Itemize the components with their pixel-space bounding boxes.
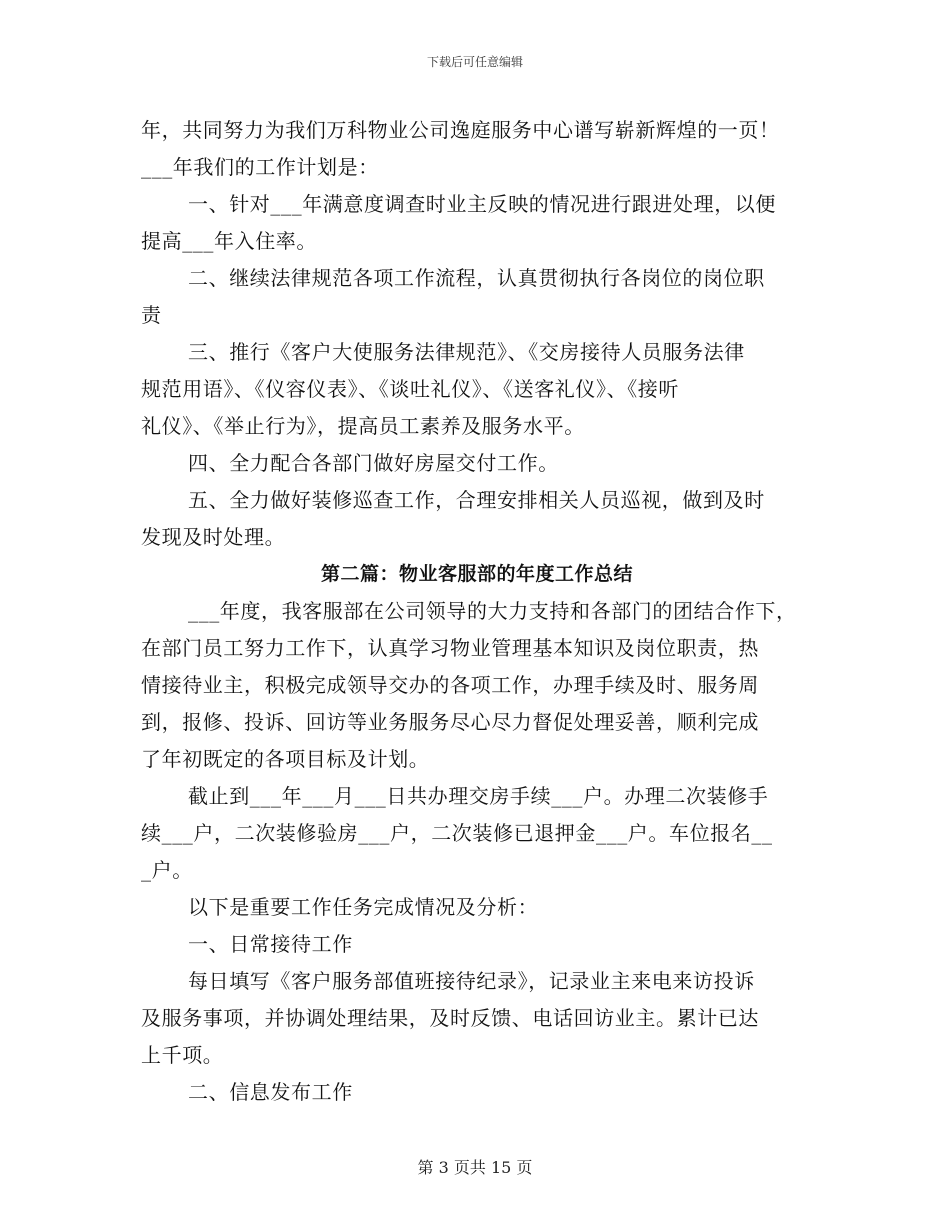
paragraph-line: 四、全力配合各部门做好房屋交付工作。: [188, 451, 559, 475]
paragraph-line: 一、日常接待工作: [188, 932, 353, 956]
paragraph-line: 五、全力做好装修巡查工作，合理安排相关人员巡视，做到及时: [188, 488, 765, 512]
paragraph-line: 年，共同努力为我们万科物业公司逸庭服务中心谱写崭新辉煌的一页！: [141, 118, 780, 142]
paragraph-line: 每日填写《客户服务部值班接待纪录》，记录业主来电来访投诉: [188, 969, 755, 993]
paragraph-line: 以下是重要工作任务完成情况及分析：: [188, 895, 539, 919]
paragraph-line: 续___户，二次装修验房___户，二次装修已退押金___户。车位报名__: [141, 821, 773, 845]
paragraph-line: _户。: [141, 858, 193, 882]
paragraph-line: 上千项。: [141, 1043, 224, 1067]
paragraph-line: 规范用语》、《仪容仪表》、《谈吐礼仪》、《送客礼仪》、《接听: [141, 377, 679, 401]
paragraph-line: ___年我们的工作计划是：: [141, 155, 379, 179]
paragraph-line: 了年初既定的各项目标及计划。: [141, 747, 430, 771]
paragraph-line: 及服务事项，并协调处理结果，及时反馈、电话回访业主。累计已达: [141, 1006, 759, 1030]
paragraph-line: ___年度，我客服部在公司领导的大力支持和各部门的团结合作下，: [188, 599, 797, 623]
paragraph-line: 情接待业主，积极完成领导交办的各项工作，办理手续及时、服务周: [141, 673, 759, 697]
paragraph-line: 二、继续法律规范各项工作流程，认真贯彻执行各岗位的岗位职: [188, 266, 765, 290]
paragraph-line: 提高___年入住率。: [141, 229, 317, 253]
paragraph-line: 截止到___年___月___日共办理交房手续___户。办理二次装修手: [188, 784, 769, 808]
paragraph-line: 礼仪》、《举止行为》，提高员工素养及服务水平。: [141, 414, 585, 438]
paragraph-line: 二、信息发布工作: [188, 1080, 353, 1104]
paragraph-line: 到，报修、投诉、回访等业务服务尽心尽力督促处理妥善，顺利完成: [141, 710, 759, 734]
paragraph-line: 在部门员工努力工作下，认真学习物业管理基本知识及岗位职责，热: [141, 636, 759, 660]
paragraph-line: 责: [141, 303, 162, 327]
section-heading: 第二篇：物业客服部的年度工作总结: [320, 563, 633, 585]
paragraph-line: 一、针对___年满意度调查时业主反映的情况进行跟进处理，以便: [188, 192, 776, 216]
page-number: 第 3 页共 15 页: [417, 1158, 533, 1177]
paragraph-line: 三、推行《客户大使服务法律规范》、《交房接待人员服务法律: [188, 340, 745, 364]
page-header: 下载后可任意编辑: [426, 55, 523, 69]
document-body: [141, 112, 813, 1111]
paragraph-line: 发现及时处理。: [141, 525, 286, 549]
